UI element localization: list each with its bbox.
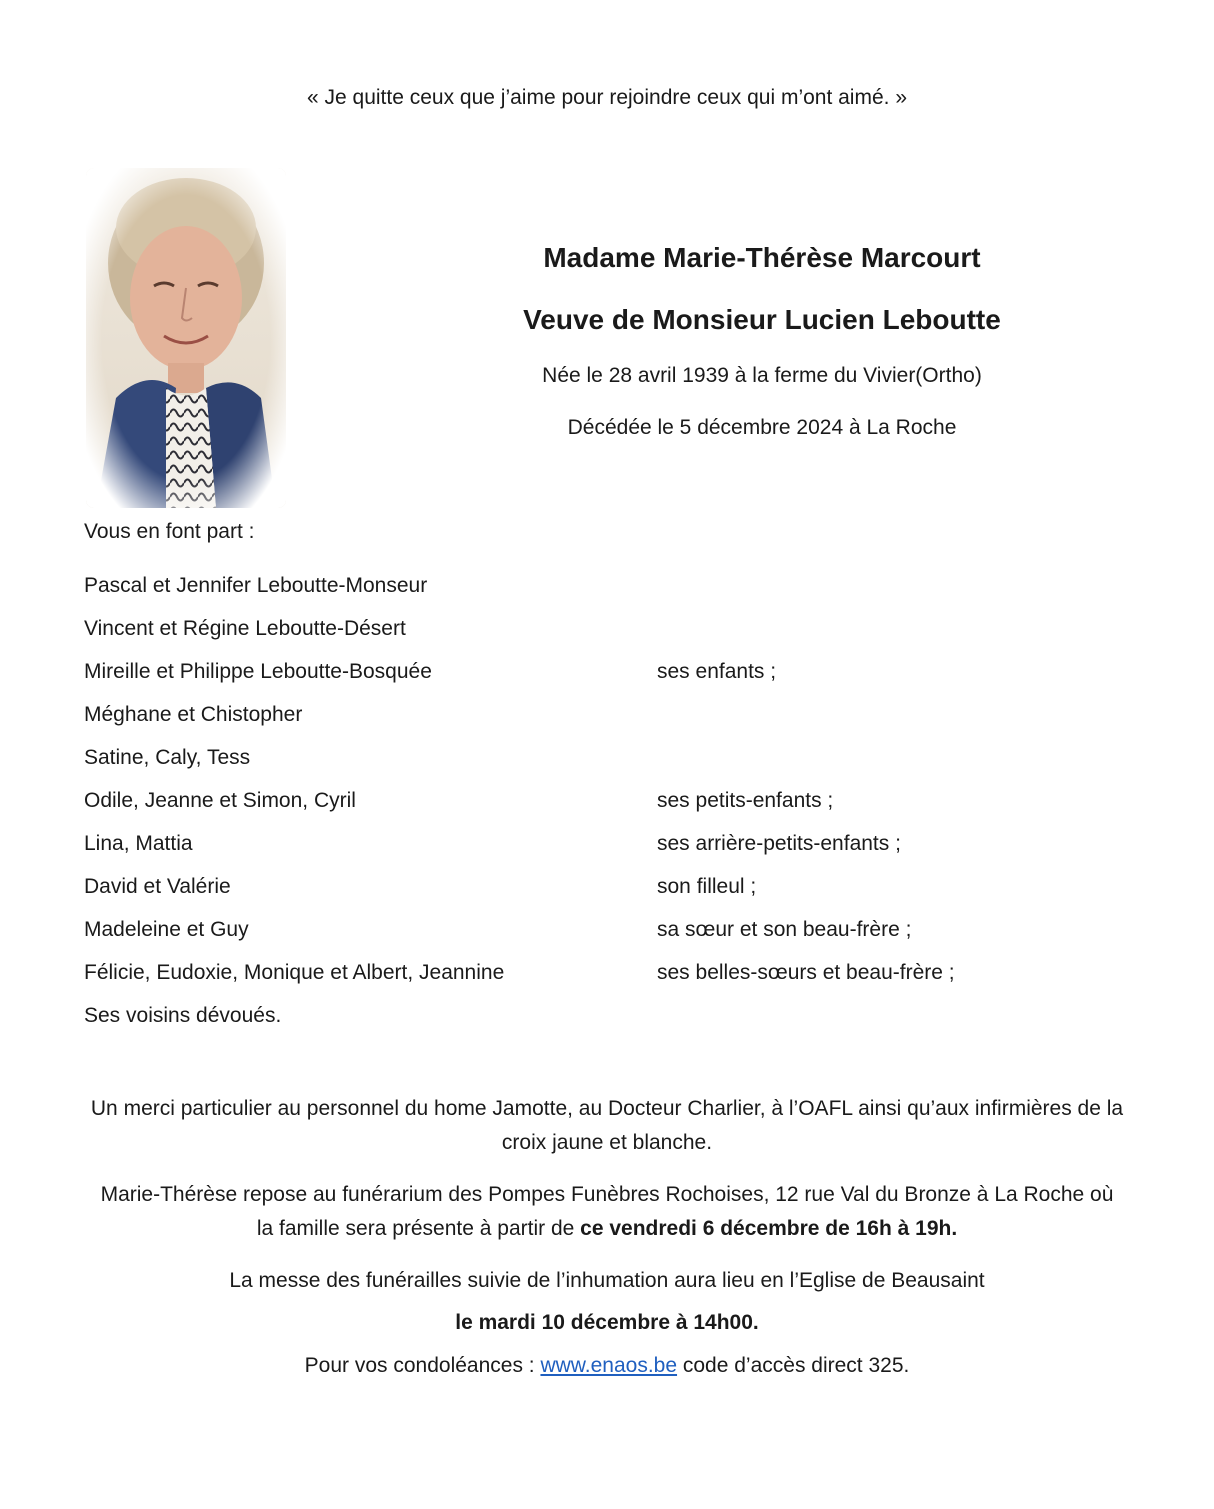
family-names: Satine, Caly, Tess [84,746,251,769]
family-list [84,568,1164,1041]
family-relation: son filleul ; [657,875,757,898]
family-relation: sa sœur et son beau-frère ; [657,918,912,941]
family-row [84,611,1164,654]
widow-of: Veuve de Monsieur Lucien Leboutte [523,304,1001,335]
condolences-link[interactable]: www.enaos.be [540,1354,678,1377]
family-row [84,998,1164,1041]
family-relation: ses belles-sœurs et beau-frère ; [657,961,955,984]
thanks-paragraph: Un merci particulier au personnel du home Jamotte, au Docteur Charlier, à l’OAFL ainsi qu’aux infirmières de la croix jaune et blanche. [90,1097,1124,1154]
family-names: Lina, Mattia [84,832,193,855]
family-names: Vincent et Régine Leboutte-Désert [84,617,406,640]
deceased-name: Madame Marie-Thérèse Marcourt [543,242,981,273]
family-names: Félicie, Eudoxie, Monique et Albert, Jeannine [84,961,505,984]
viewing-time: ce vendredi 6 décembre de 16h à 19h. [580,1217,958,1240]
portrait-photo [86,168,286,508]
family-names: Pascal et Jennifer Leboutte-Monseur [84,574,428,597]
family-row [84,697,1164,740]
announcement-intro: Vous en font part : [84,520,255,543]
family-row [84,654,1164,697]
mass-paragraph: La messe des funérailles suivie de l’inhumation aura lieu en l’Eglise de Beausaint [229,1269,985,1292]
mass-date: le mardi 10 décembre à 14h00. [455,1311,759,1334]
family-row [84,869,1164,912]
condolences-suffix: code d’accès direct 325. [677,1354,910,1377]
family-row [84,783,1164,826]
family-relation: ses arrière-petits-enfants ; [657,832,901,855]
family-relation: ses petits-enfants ; [657,789,834,812]
epigraph-quote: « Je quitte ceux que j’aime pour rejoindre ceux qui m’ont aimé. » [307,86,907,109]
family-names: Ses voisins dévoués. [84,1004,282,1027]
family-row [84,740,1164,783]
family-names: David et Valérie [84,875,231,898]
condolences-line [90,1349,1124,1383]
family-names: Odile, Jeanne et Simon, Cyril [84,789,356,812]
death-info: Décédée le 5 décembre 2024 à La Roche [567,416,957,439]
family-names: Méghane et Chistopher [84,703,303,726]
condolences-prefix: Pour vos condoléances : [304,1354,541,1377]
family-row [84,955,1164,998]
viewing-text: Marie-Thérèse repose au funérarium des Pompes Funèbres Rochoises, 12 rue Val du Bronze à La Roche où la famille sera présente à partir de [100,1183,1114,1240]
family-row [84,568,1164,611]
viewing-paragraph [90,1178,1124,1246]
family-names: Madeleine et Guy [84,918,249,941]
family-row [84,912,1164,955]
birth-info: Née le 28 avril 1939 à la ferme du Vivier(Ortho) [542,364,982,387]
family-names: Mireille et Philippe Leboutte-Bosquée [84,660,432,683]
family-row [84,826,1164,869]
family-relation: ses enfants ; [657,660,777,683]
